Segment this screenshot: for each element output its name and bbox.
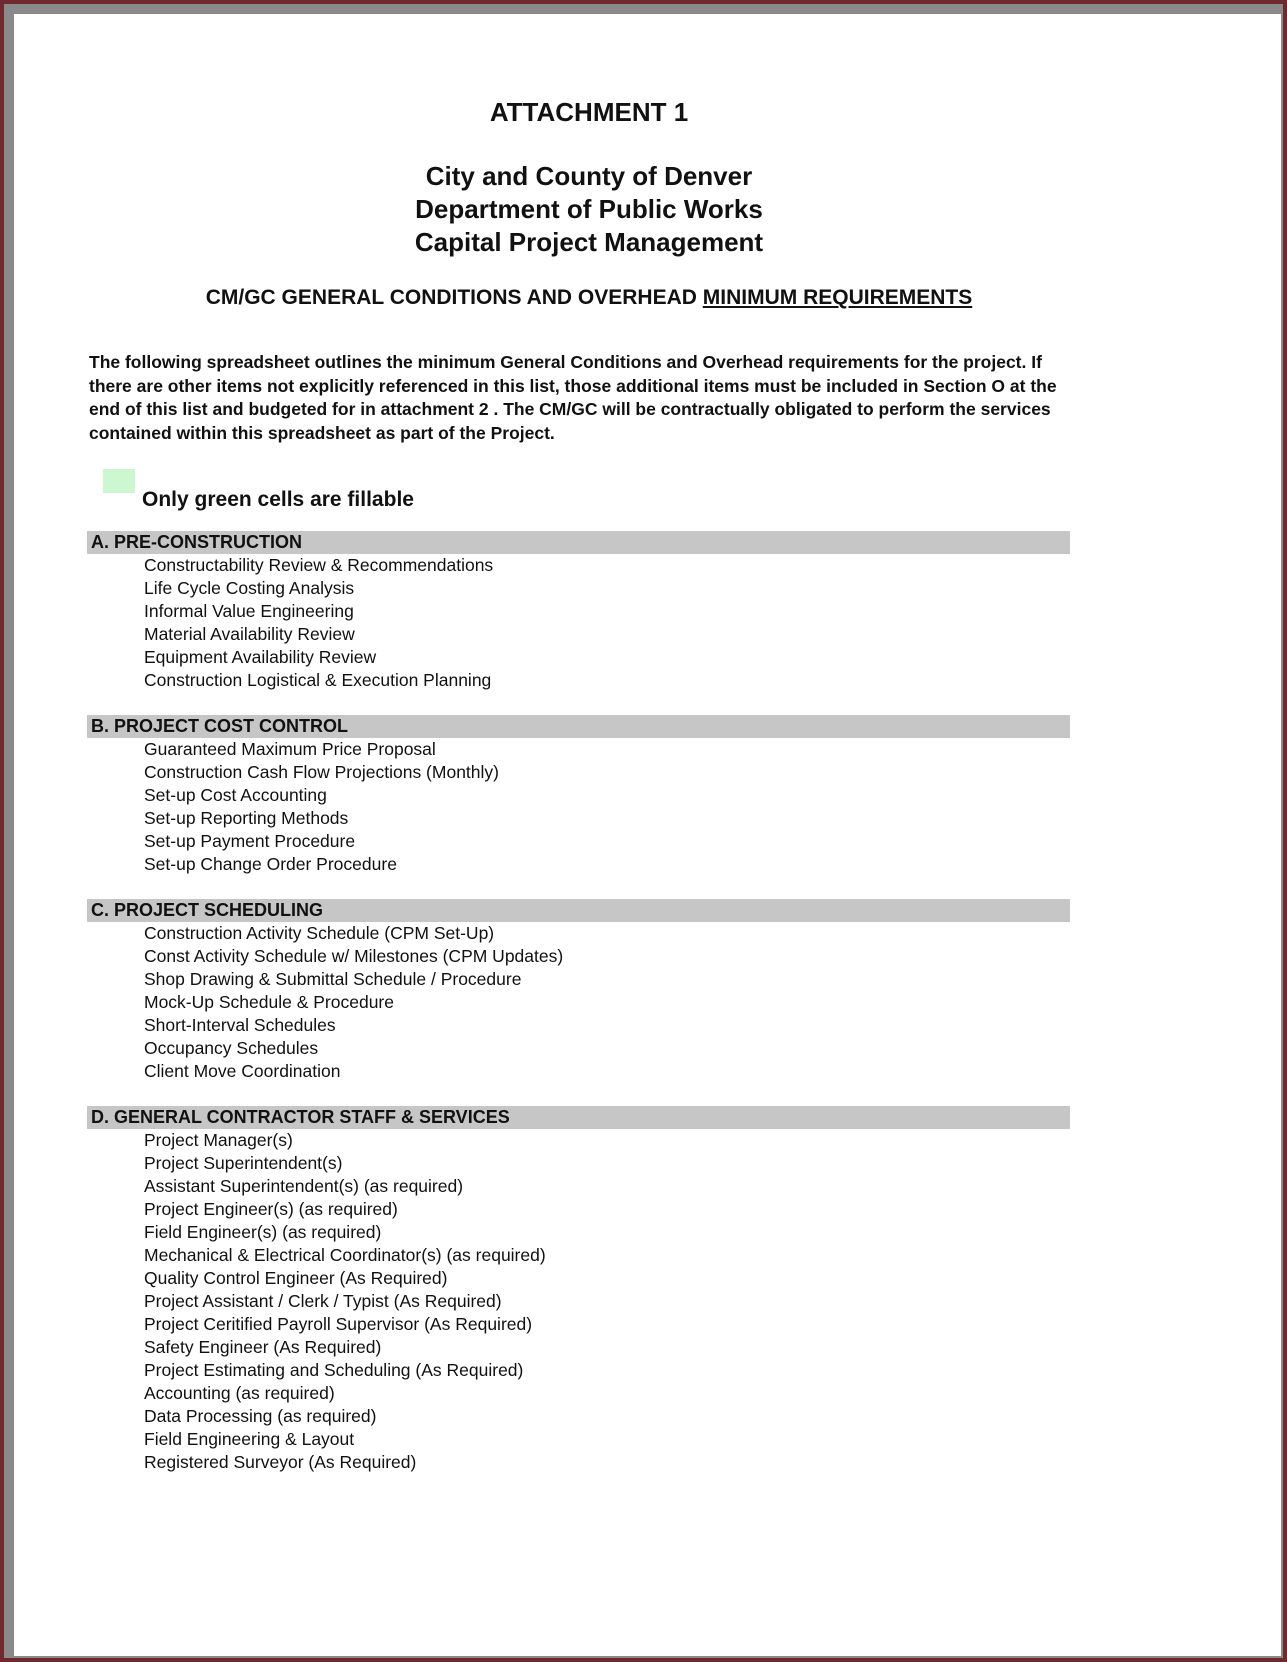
list-item: Client Move Coordination: [144, 1061, 341, 1081]
list-item: Set-up Payment Procedure: [144, 831, 356, 851]
list-item: Const Activity Schedule w/ Milestones (CPM Updates): [144, 946, 564, 966]
list-item: Set-up Change Order Procedure: [144, 854, 397, 874]
list-item: Project Ceritified Payroll Supervisor (As Required): [144, 1314, 533, 1334]
org-name: City and County of Denver: [425, 161, 753, 191]
section-pre-construction: [87, 531, 1070, 692]
list-item: Life Cycle Costing Analysis: [144, 578, 355, 598]
list-item: Field Engineer(s) (as required): [144, 1222, 382, 1242]
list-item: Project Engineer(s) (as required): [144, 1199, 398, 1219]
subtitle-underlined: MINIMUM REQUIREMENTS: [702, 286, 973, 309]
section-items: [87, 922, 1070, 1083]
section-header: C. PROJECT SCHEDULING: [87, 899, 1070, 922]
list-item: Registered Surveyor (As Required): [144, 1452, 417, 1472]
fillable-legend-swatch: [103, 469, 135, 493]
list-item: Project Manager(s): [144, 1130, 293, 1150]
section-header: B. PROJECT COST CONTROL: [87, 715, 1070, 738]
list-item: Construction Cash Flow Projections (Monthly): [144, 762, 499, 782]
list-item: Field Engineering & Layout: [144, 1429, 355, 1449]
list-item: Equipment Availability Review: [144, 647, 377, 667]
list-item: Set-up Cost Accounting: [144, 785, 327, 805]
list-item: Project Assistant / Clerk / Typist (As Required): [144, 1291, 502, 1311]
list-item: Safety Engineer (As Required): [144, 1337, 382, 1357]
list-item: Assistant Superintendent(s) (as required): [144, 1176, 464, 1196]
list-item: Mechanical & Electrical Coordinator(s) (as required): [144, 1245, 546, 1265]
list-item: Project Superintendent(s): [144, 1153, 343, 1173]
list-item: Informal Value Engineering: [144, 601, 354, 621]
org-department: Department of Public Works: [415, 194, 763, 224]
section-items: [87, 1129, 1070, 1474]
section-header: D. GENERAL CONTRACTOR STAFF & SERVICES: [87, 1106, 1070, 1129]
list-item: Data Processing (as required): [144, 1406, 377, 1426]
section-header: A. PRE-CONSTRUCTION: [87, 531, 1070, 554]
intro-paragraph: The following spreadsheet outlines the minimum General Conditions and Overhead requirements for the project. If there are other items not explicitly referenced in this list, those additional items must be included in Section O at the end of this list and budgeted for in attachment 2 . The CM/GC will be contractually obligated to perform the services contained within this spreadsheet as part of the Project.: [89, 352, 1057, 443]
fillable-note: Only green cells are fillable: [142, 488, 414, 511]
list-item: Accounting (as required): [144, 1383, 335, 1403]
document-subtitle: [14, 286, 1164, 310]
document-frame: [4, 4, 1283, 1658]
document-page: [14, 14, 1281, 1656]
list-item: Short-Interval Schedules: [144, 1015, 336, 1035]
list-item: Set-up Reporting Methods: [144, 808, 349, 828]
subtitle-prefix: CM/GC GENERAL CONDITIONS AND OVERHEAD: [205, 286, 703, 309]
list-item: Constructability Review & Recommendations: [144, 555, 494, 575]
section-items: [87, 554, 1070, 692]
list-item: Guaranteed Maximum Price Proposal: [144, 739, 436, 759]
list-item: Project Estimating and Scheduling (As Required): [144, 1360, 524, 1380]
section-project-cost-control: [87, 715, 1070, 876]
list-item: Construction Activity Schedule (CPM Set-Up): [144, 923, 495, 943]
section-gc-staff-services: [87, 1106, 1070, 1474]
section-items: [87, 738, 1070, 876]
section-project-scheduling: [87, 899, 1070, 1083]
list-item: Mock-Up Schedule & Procedure: [144, 992, 394, 1012]
list-item: Shop Drawing & Submittal Schedule / Procedure: [144, 969, 522, 989]
org-division: Capital Project Management: [414, 227, 764, 257]
list-item: Quality Control Engineer (As Required): [144, 1268, 448, 1288]
list-item: Construction Logistical & Execution Planning: [144, 670, 492, 690]
list-item: Occupancy Schedules: [144, 1038, 319, 1058]
attachment-title: ATTACHMENT 1: [489, 97, 689, 127]
list-item: Material Availability Review: [144, 624, 355, 644]
